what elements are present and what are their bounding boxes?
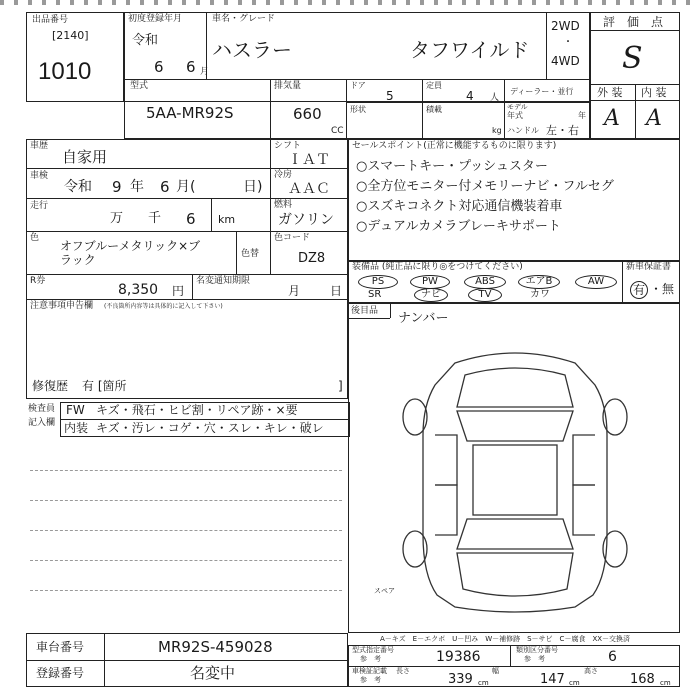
equip-airbag: エアB	[518, 275, 560, 289]
notice-month: 月	[288, 284, 301, 298]
lot-number: 1010	[38, 58, 92, 85]
warranty-yes: 有	[630, 281, 648, 299]
warranty-no: ・無	[650, 282, 675, 296]
height-label: 高さ	[584, 667, 598, 675]
height-unit: cm	[660, 679, 671, 687]
drive-4wd: 4WD	[551, 54, 580, 68]
mileage: 6	[186, 210, 196, 228]
inspection-year-char: 年	[130, 179, 144, 195]
load-label: 積載	[426, 105, 442, 114]
color-line1: オフブルーメタリック×ブ	[60, 239, 201, 253]
history-box	[26, 139, 348, 399]
equip-sr: SR	[368, 289, 382, 300]
type-num: 19386	[436, 649, 481, 665]
height: 168	[630, 672, 655, 687]
sales-points-title: セールスポイント(正常に機能するものに限ります)	[352, 141, 557, 151]
car-diagram	[395, 345, 635, 615]
repair-value: 有 [箇所	[82, 379, 127, 393]
model-year-label-2: 年式	[507, 111, 523, 120]
equip-pw: PW	[410, 275, 450, 289]
damage-legend: A－キズ E－エクボ U－凹み W－補修跡 S－サビ C－腐食 XX－交換済	[380, 635, 631, 643]
kg-unit: kg	[492, 126, 502, 135]
length: 339	[448, 672, 473, 687]
fuel: ガソリン	[278, 212, 334, 228]
equip-ps: PS	[358, 275, 398, 289]
width: 147	[540, 672, 565, 687]
color-code: DZ8	[298, 251, 326, 266]
name-grade-label: 車名・グレード	[212, 14, 276, 24]
equip-aw: AW	[575, 275, 617, 289]
color-code-label: 色コード	[274, 233, 311, 243]
top-strip	[0, 0, 700, 5]
reg: 名変中	[190, 664, 236, 682]
equip-abs: ABS	[464, 275, 506, 289]
exterior-label: 外 装	[597, 86, 623, 99]
ac: ＡＡＣ	[288, 181, 330, 197]
type-num-label-1: 型式指定番号	[352, 646, 394, 654]
size-label-2: 参 考	[360, 676, 381, 684]
capacity: 4	[466, 89, 474, 103]
lot-sub: [2140]	[52, 29, 89, 42]
shape-label: 形状	[350, 105, 366, 114]
inspector-label-2: 記入欄	[28, 418, 56, 428]
score-label: 評 価 点	[603, 15, 664, 29]
model-label: 型式	[130, 81, 149, 91]
year-unit: 年	[578, 111, 586, 120]
interior-grade: A	[646, 106, 662, 131]
lot-label: 出品番号	[32, 15, 69, 25]
drive-dot: ・	[563, 37, 573, 48]
accessories: ナンバー	[398, 311, 449, 326]
inspection-label: 車検	[30, 171, 49, 181]
mileage-label: 走行	[30, 201, 49, 211]
displacement-label: 排気量	[274, 81, 302, 91]
repair-end: ]	[338, 379, 343, 393]
recycle-label: R券	[30, 276, 46, 286]
shift-label: シフト	[274, 141, 302, 151]
reg-label: 登録番号	[36, 666, 85, 680]
inspection-month-paren: 月(	[176, 179, 196, 195]
class-num: 6	[608, 649, 617, 665]
reg-month: 6	[186, 58, 196, 76]
type-num-label-2: 参 考	[360, 655, 381, 663]
grade: タフワイルド	[410, 38, 530, 62]
sales-point-1: ○スマートキー・プッシュスター	[356, 159, 548, 174]
capacity-label: 定員	[426, 81, 442, 90]
score: S	[622, 41, 643, 76]
mileage-man: 万	[110, 211, 124, 226]
width-label: 幅	[492, 667, 499, 675]
model-year-label-1: モデル	[507, 103, 528, 111]
exterior-grade: A	[604, 106, 620, 131]
km-unit: km	[218, 213, 236, 226]
size-label-1: 車検証記載	[352, 667, 387, 675]
ac-label: 冷房	[274, 170, 293, 180]
yen-unit: 円	[172, 284, 185, 298]
fw-text: キズ・飛石・ヒビ割・リペア跡・×要	[96, 403, 298, 417]
int-label: 内装	[64, 421, 89, 435]
spare-label: スペア	[374, 587, 395, 595]
equip-navi: ナビ	[414, 288, 448, 302]
mileage-sen: 千	[148, 211, 162, 226]
inspector-label-1: 検査員	[28, 404, 56, 414]
inspection-era: 令和	[64, 179, 92, 195]
handle: 左・右	[546, 124, 579, 137]
inspection-year: 9	[112, 178, 122, 196]
color-label: 色	[30, 233, 40, 243]
notice-day: 日	[330, 284, 343, 298]
color-line2: ラック	[60, 253, 96, 267]
color-change-label: 色替	[241, 249, 260, 259]
drive-2wd: 2WD	[551, 19, 580, 33]
car-name: ハスラー	[212, 38, 292, 62]
length-label: 長さ	[396, 667, 410, 675]
interior-label: 内 装	[641, 86, 667, 99]
dealer-label: ディーラー・並行	[510, 87, 574, 96]
width-unit: cm	[569, 679, 580, 687]
class-num-label-1: 類別区分番号	[516, 646, 558, 654]
usage-label: 車歴	[30, 141, 49, 151]
notes-title: 注意事項申告欄	[30, 301, 94, 311]
chassis-label: 車台番号	[36, 640, 85, 654]
reg-year: 6	[154, 58, 164, 76]
recycle-amount: 8,350	[118, 282, 159, 298]
length-unit: cm	[478, 679, 489, 687]
notes-subtitle: (不良箇所内容等は具体的に記入して下さい)	[104, 303, 223, 310]
inspection-month: 6	[160, 178, 170, 196]
door-label: ドア	[350, 81, 366, 90]
doors: 5	[386, 89, 394, 103]
accessories-label: 後目品	[351, 306, 379, 316]
fw-label: FW	[66, 403, 85, 417]
shift: ＩＡＴ	[288, 152, 330, 168]
notice-label: 名変通知期限	[196, 276, 251, 286]
month-unit: 月	[200, 67, 210, 77]
inspection-day-paren: 日)	[243, 179, 263, 195]
warranty-label: 新車保証書	[626, 262, 672, 272]
fuel-label: 燃料	[274, 200, 293, 210]
cc-unit: CC	[331, 126, 344, 136]
handle-label: ハンドル	[507, 126, 539, 135]
sales-point-3: ○スズキコネクト対応通信機装着車	[356, 199, 563, 214]
chassis: MR92S-459028	[158, 638, 273, 656]
equip-leather: カワ	[530, 289, 550, 300]
equipment-title: 装備品 (純正品に限り◎をつけてください)	[352, 262, 523, 272]
model: 5AA-MR92S	[146, 104, 234, 122]
lot-box	[26, 12, 124, 102]
usage: 自家用	[62, 148, 108, 166]
person-unit: 人	[490, 93, 500, 103]
first-reg-label: 初度登録年月	[128, 14, 183, 24]
int-text: キズ・汚レ・コゲ・穴・スレ・キレ・破レ	[96, 421, 324, 435]
class-num-label-2: 参 考	[524, 655, 545, 663]
sales-point-4: ○デュアルカメラブレーキサポート	[356, 219, 561, 234]
displacement: 660	[293, 105, 322, 123]
reg-era: 令和	[132, 33, 159, 48]
equip-tv: TV	[468, 288, 502, 302]
sales-point-2: ○全方位モニター付メモリーナビ・フルセグ	[356, 179, 614, 194]
repair-label: 修復歴	[32, 379, 69, 393]
